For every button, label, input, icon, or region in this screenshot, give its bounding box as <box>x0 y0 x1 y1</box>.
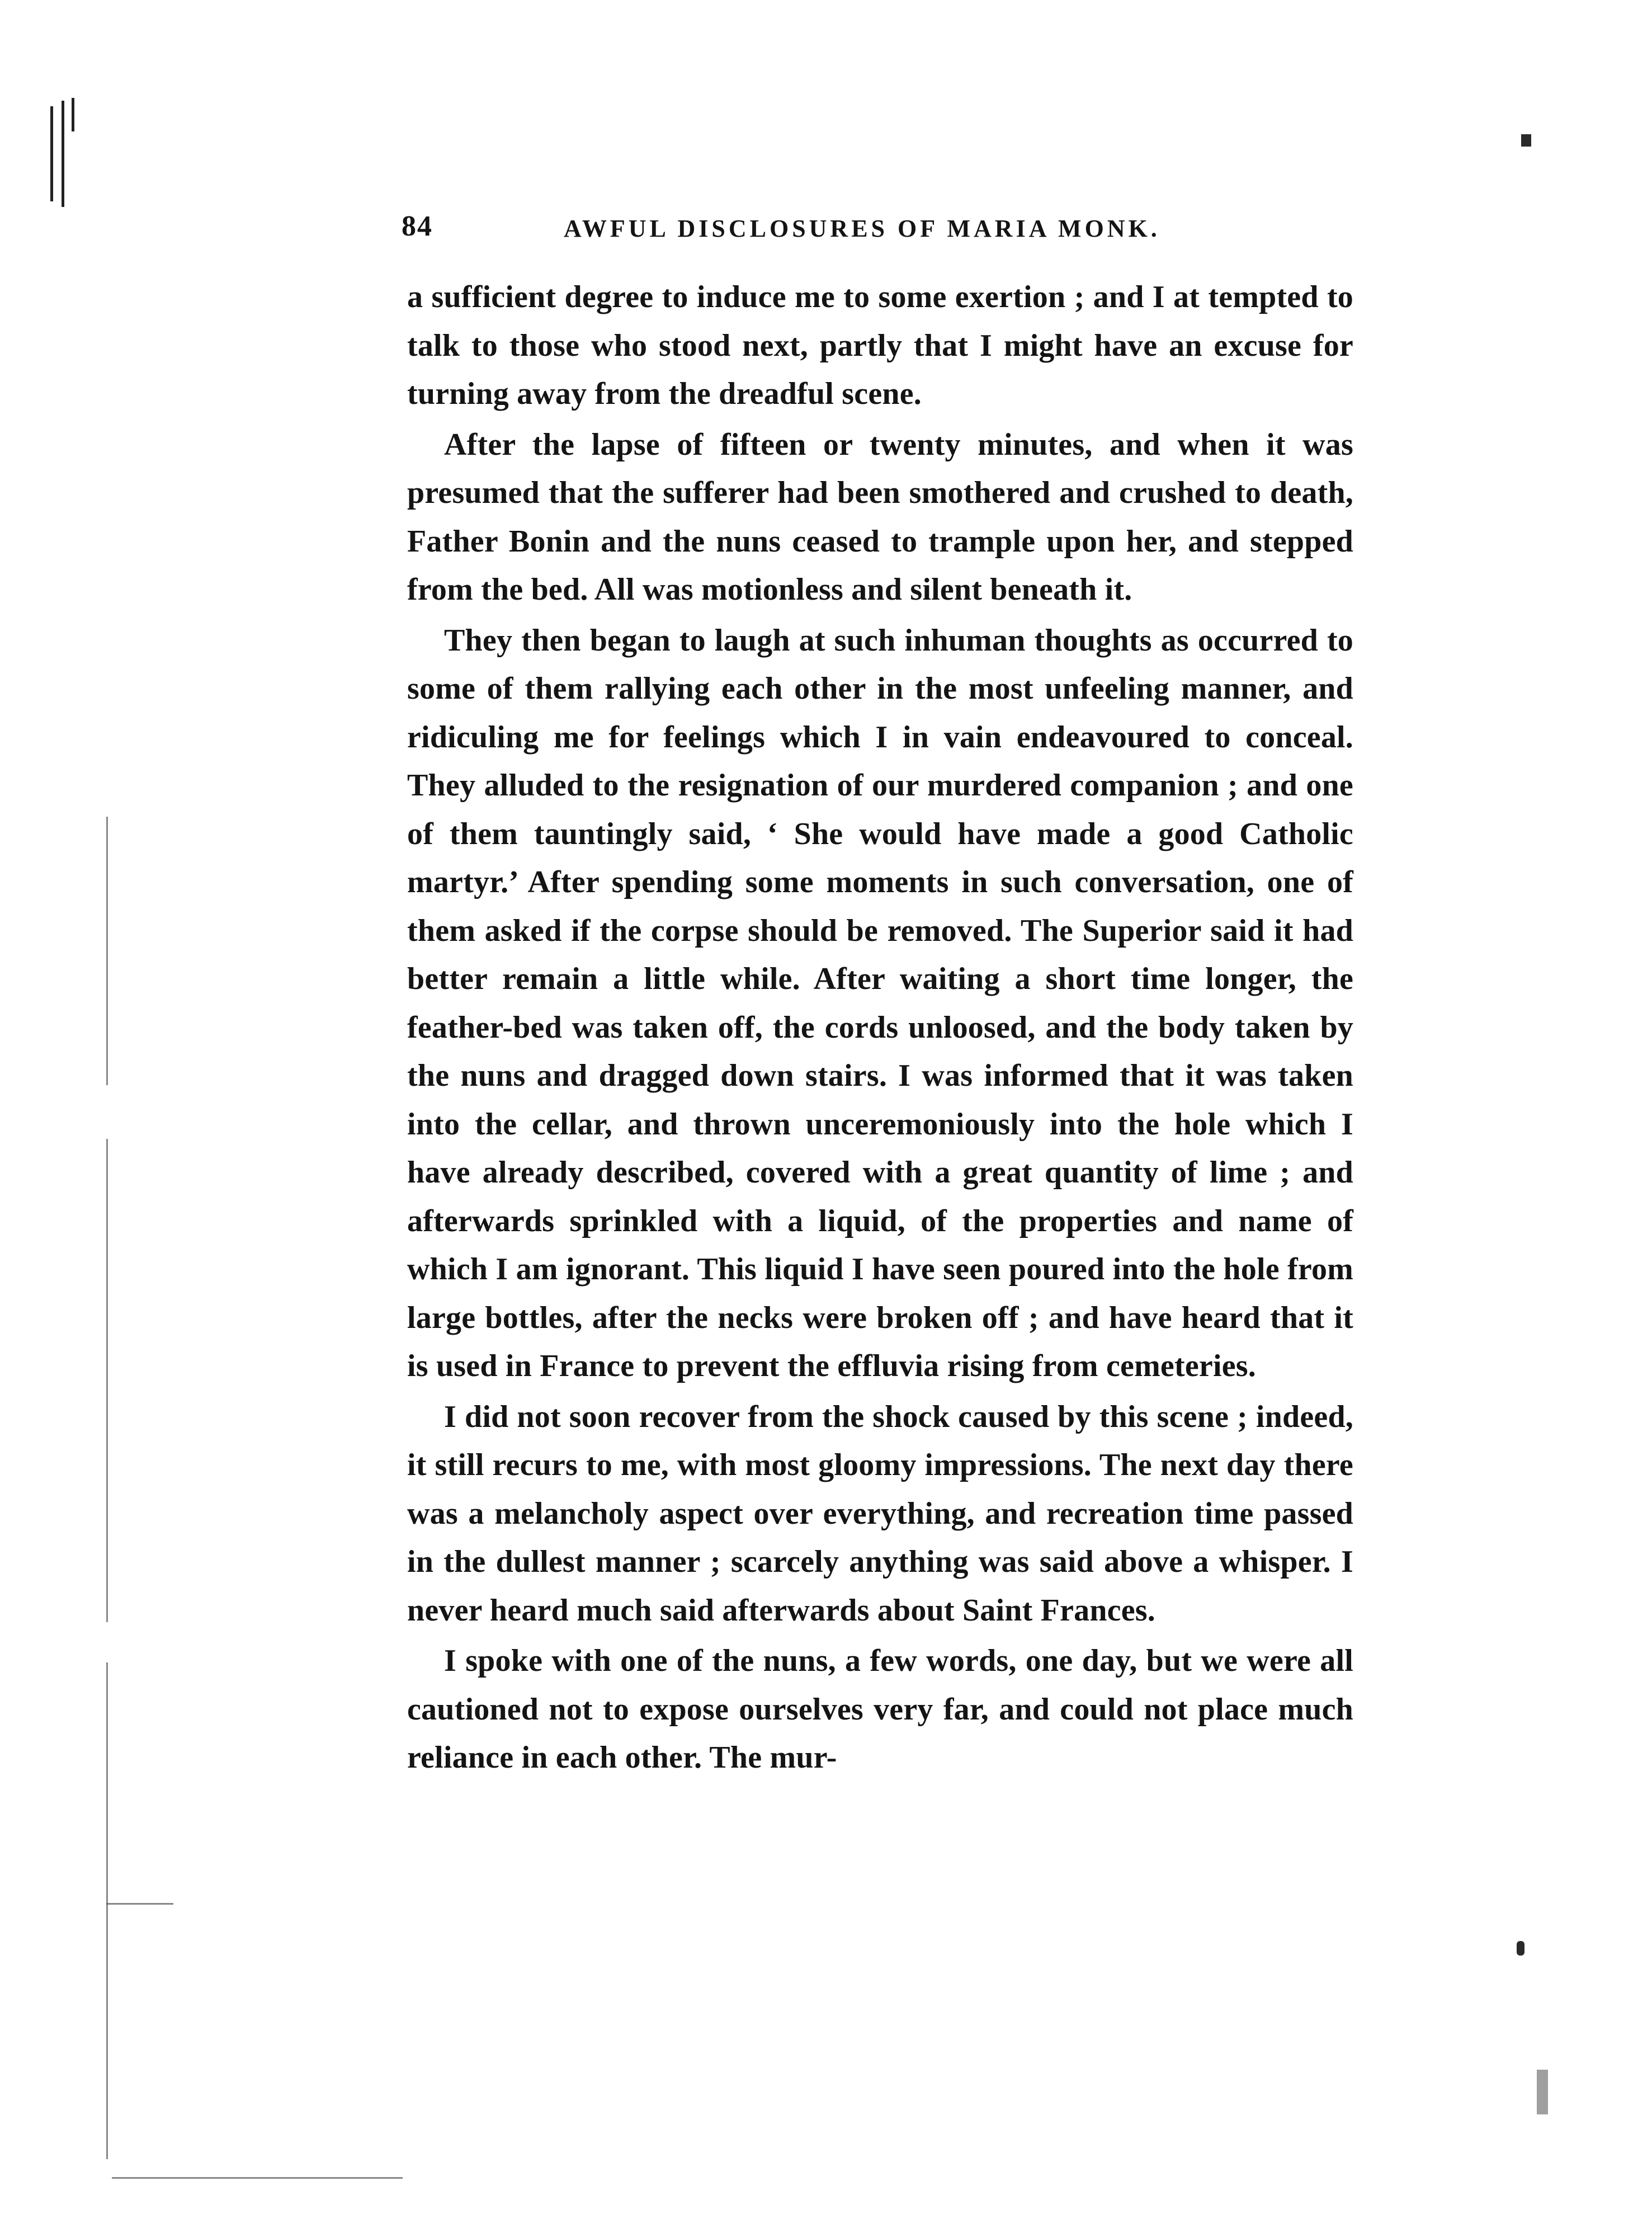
paragraph: After the lapse of fifteen or twenty minutes, and when it was presumed that the sufferer had been smothered and crushed to death, Father Bonin and the nuns ceased to trample upon her, and stepped from the bed. All was motionless and silent beneath it. <box>407 427 1353 607</box>
page-header <box>402 210 1353 249</box>
scan-artifact-mid-line <box>106 1903 173 1905</box>
scan-artifact-marks <box>49 106 83 213</box>
running-head: AWFUL DISCLOSURES OF MARIA MONK. <box>564 215 1160 242</box>
page-number: 84 <box>402 210 433 242</box>
scan-artifact-left-edge <box>106 817 108 2159</box>
scan-artifact-smudge <box>1537 2070 1548 2114</box>
scan-artifact-dot <box>1521 134 1531 147</box>
body-text <box>407 273 1353 1784</box>
paragraph: I did not soon recover from the shock caused by this scene ; indeed, it still recurs to me, with most gloomy impressions. The next day there was a melancholy aspect over everything, and recreation time passed in the dullest manner ; scarcely anything was said above a whisper. I never heard much said afterwards about Saint Frances. <box>407 1399 1353 1628</box>
scan-artifact-bottom-line <box>112 2177 403 2179</box>
paragraph: a sufficient degree to induce me to some exertion ; and I at tempted to talk to those who stood next, partly that I might have an excuse for turning away from the dreadful scene. <box>407 280 1353 411</box>
paragraph: I spoke with one of the nuns, a few words, one day, but we were all cautioned not to expose ourselves very far, and could not place much reliance in each other. The mur- <box>407 1643 1353 1775</box>
scan-artifact-dot <box>1517 1941 1524 1956</box>
paragraph: They then began to laugh at such inhuman thoughts as occurred to some of them rallying each other in the most unfeeling manner, and ridiculing me for feelings which I in vain endeavoured to conceal. They alluded to the resignation of our murdered companion ; and one of them tauntingly said, ‘ She would have made a good Catholic martyr.’ After spending some moments in such conversation, one of them asked if the corpse should be removed. The Superior said it had better remain a little while. After waiting a short time longer, the feather-bed was taken off, the cords unloosed, and the body taken by the nuns and dragged down stairs. I was informed that it was taken into the cellar, and thrown unceremoniously into the hole which I have already described, covered with a great quantity of lime ; and afterwards sprinkled with a liquid, of the properties and name of which I am ignorant. This liquid I have seen poured into the hole from large bottles, after the necks were broken off ; and have heard that it is used in France to prevent the effluvia rising from cemeteries. <box>407 623 1353 1383</box>
